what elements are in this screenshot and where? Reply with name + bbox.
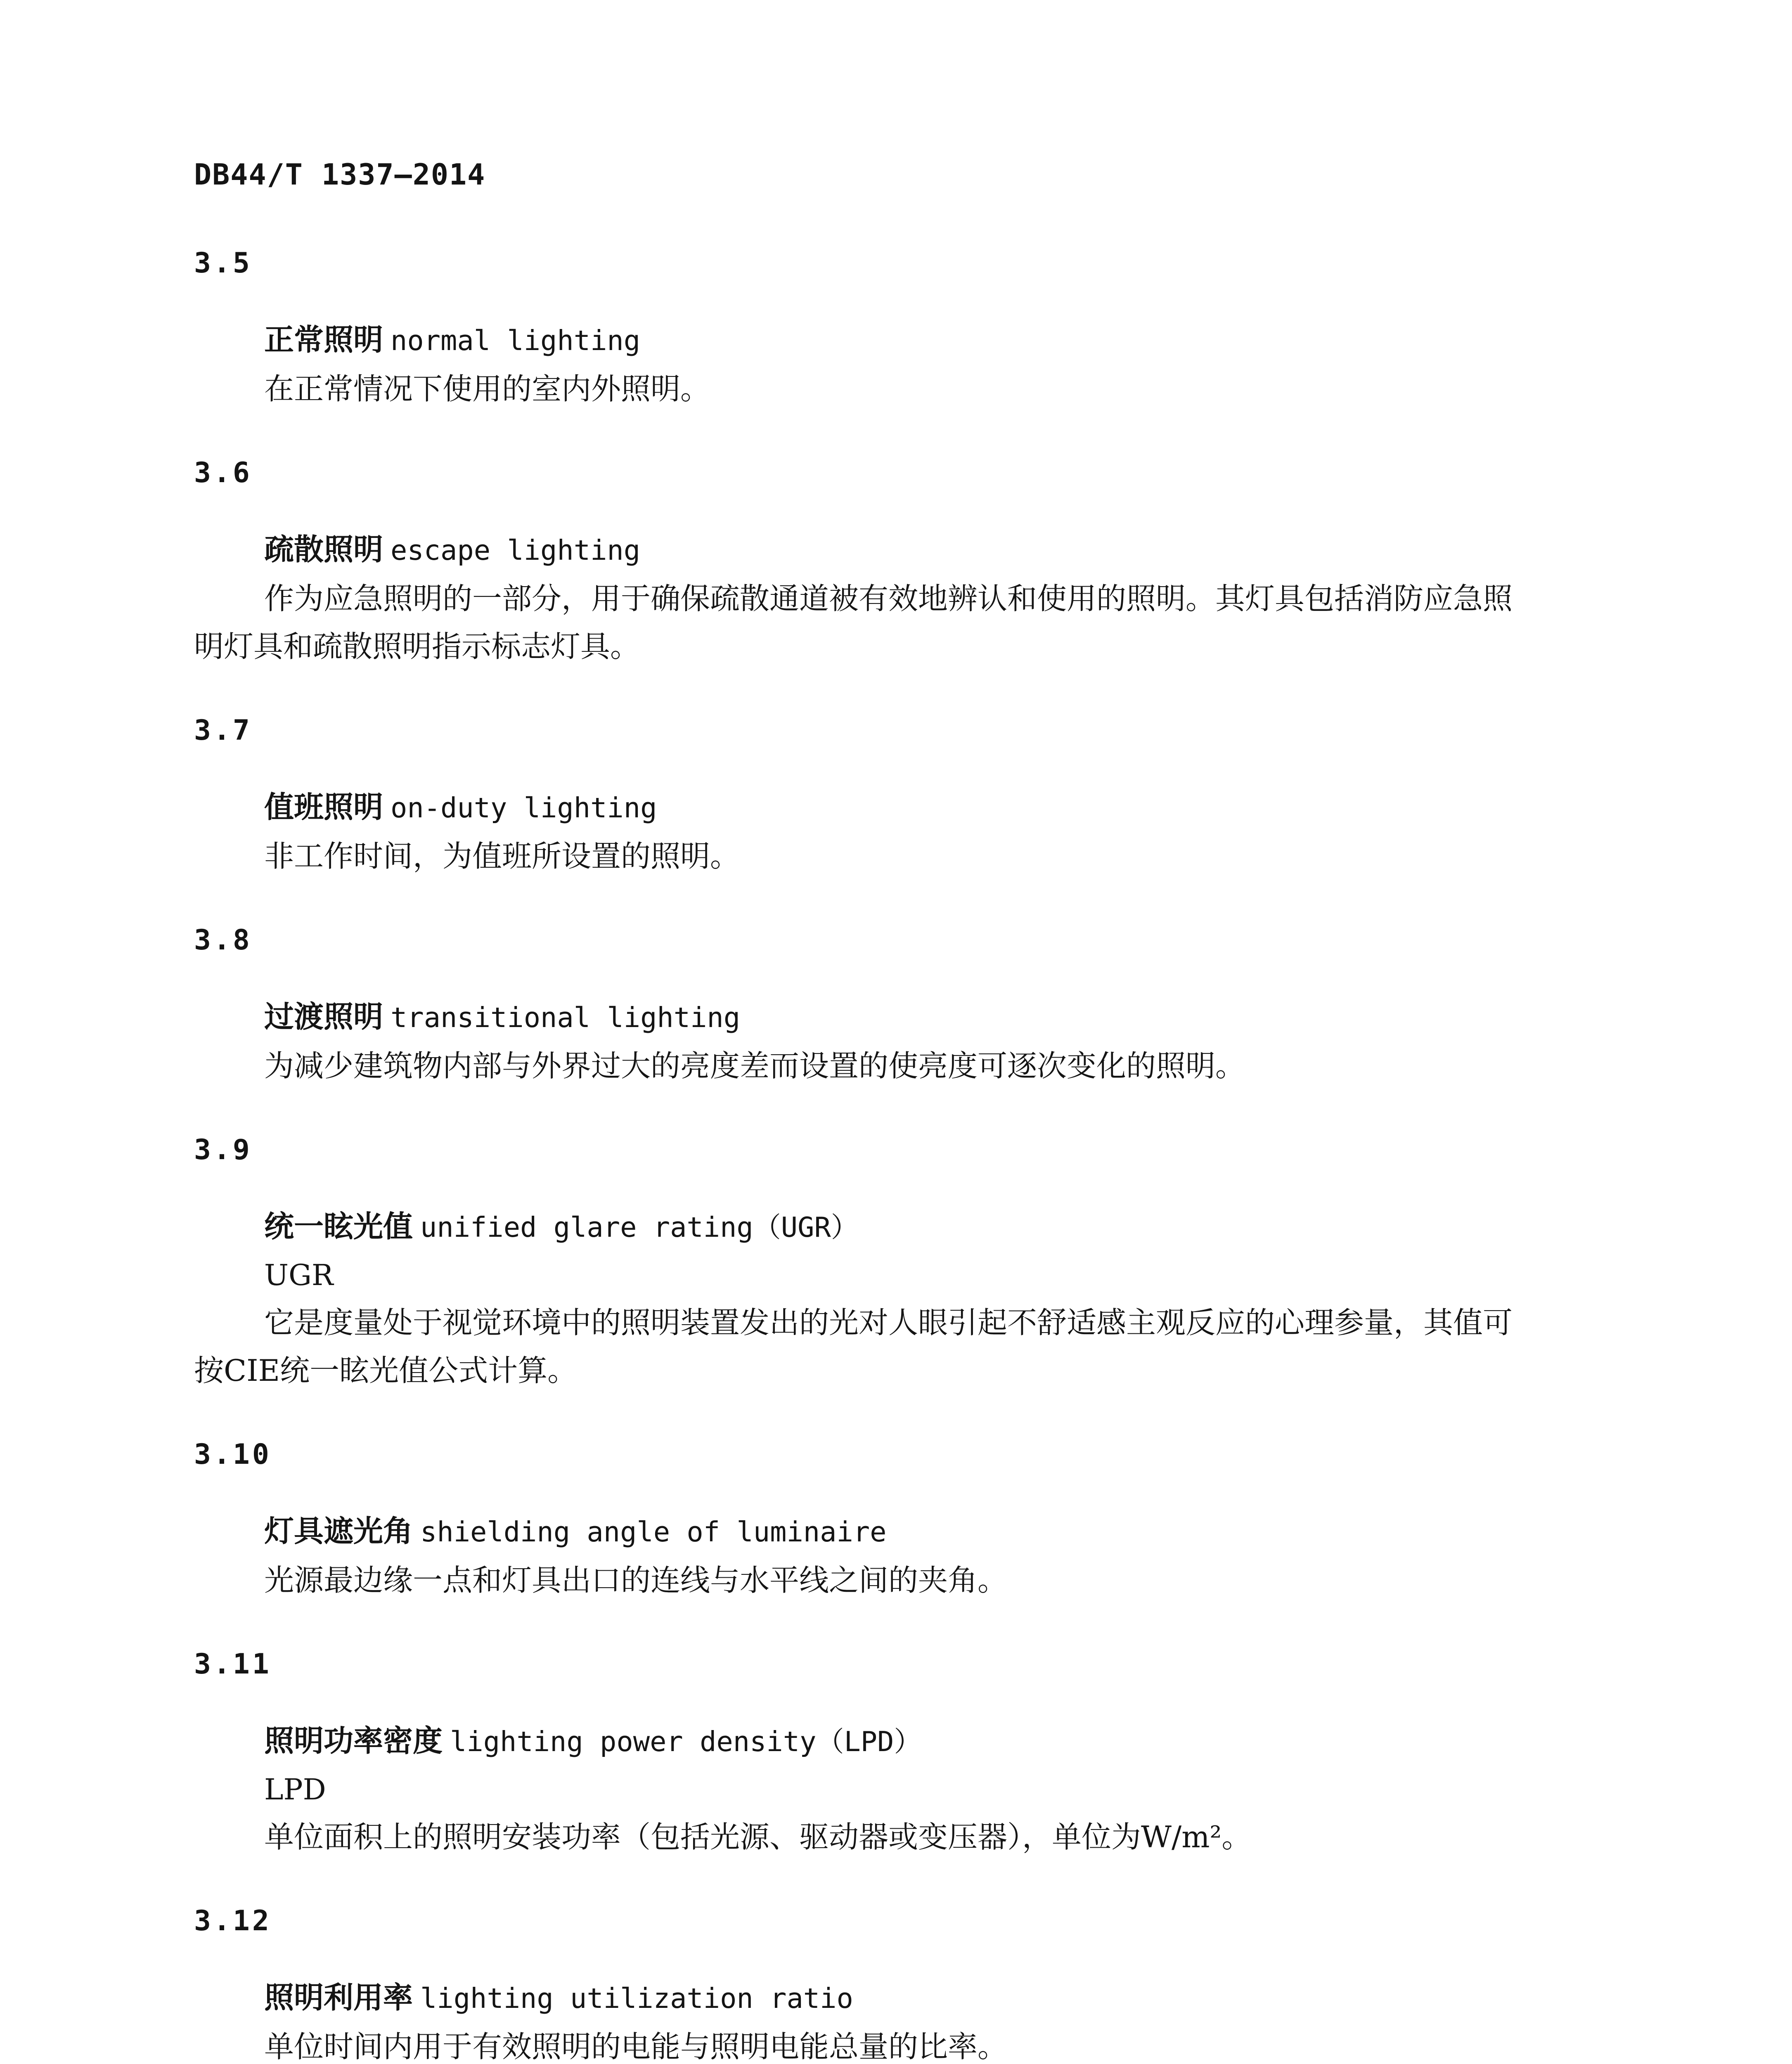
term-body bbox=[194, 1202, 1655, 1394]
term-entry bbox=[194, 711, 1655, 880]
terms-list bbox=[194, 244, 1655, 2064]
clause-number: 3.10 bbox=[194, 1438, 272, 1471]
clause-number: 3.6 bbox=[194, 457, 252, 489]
term-heading bbox=[264, 783, 1655, 832]
term-heading bbox=[264, 1716, 1655, 1766]
term-definition-line: 作为应急照明的一部分，用于确保疏散通道被有效地辨认和使用的照明。其灯具包括消防应急照 bbox=[264, 581, 1513, 616]
term-entry bbox=[194, 1130, 1655, 1394]
term-abbreviation: UGR bbox=[264, 1258, 334, 1292]
clause-number: 3.11 bbox=[194, 1648, 272, 1681]
clause-number: 3.9 bbox=[194, 1134, 252, 1166]
clause-number: 3.8 bbox=[194, 924, 252, 956]
term-abbreviation: LPD bbox=[264, 1773, 326, 1806]
term-heading bbox=[264, 315, 1655, 365]
term-chinese: 灯具遮光角 bbox=[264, 1514, 413, 1548]
term-body bbox=[194, 992, 1655, 1090]
term-definition-line: 它是度量处于视觉环境中的照明装置发出的光对人眼引起不舒适感主观反应的心理参量，其值可 bbox=[264, 1305, 1513, 1340]
term-entry bbox=[194, 1901, 1655, 2064]
term-entry bbox=[194, 244, 1655, 413]
term-english: shielding angle of luminaire bbox=[420, 1516, 887, 1548]
term-english: transitional lighting bbox=[391, 1001, 741, 1034]
term-definition-line: 明灯具和疏散照明指示标志灯具。 bbox=[194, 629, 640, 664]
term-body bbox=[194, 783, 1655, 880]
term-definition: 光源最边缘一点和灯具出口的连线与水平线之间的夹角。 bbox=[264, 1563, 1008, 1598]
term-heading bbox=[264, 992, 1655, 1042]
term-body bbox=[194, 1716, 1655, 1861]
term-chinese: 值班照明 bbox=[264, 790, 383, 824]
term-body bbox=[194, 315, 1655, 413]
clause-number: 3.7 bbox=[194, 714, 252, 747]
term-definition: 单位时间内用于有效照明的电能与照明电能总量的比率。 bbox=[264, 2029, 1008, 2064]
term-definition-line: 按CIE统一眩光值公式计算。 bbox=[194, 1353, 578, 1388]
term-entry bbox=[194, 1645, 1655, 1861]
term-english: lighting utilization ratio bbox=[420, 1982, 853, 2014]
term-definition: 在正常情况下使用的室内外照明。 bbox=[264, 372, 710, 406]
term-chinese: 疏散照明 bbox=[264, 532, 383, 567]
term-definition: 单位面积上的照明安装功率（包括光源、驱动器或变压器），单位为W/m²。 bbox=[264, 1820, 1252, 1854]
standard-code-header: DB44/T 1337—2014 bbox=[194, 158, 486, 192]
term-english: on-duty lighting bbox=[391, 792, 657, 824]
term-english: lighting power density（LPD） bbox=[450, 1726, 922, 1758]
term-english: unified glare rating（UGR） bbox=[420, 1211, 859, 1243]
term-chinese: 照明利用率 bbox=[264, 1980, 413, 2015]
term-body bbox=[194, 1973, 1655, 2064]
term-heading bbox=[264, 1507, 1655, 1556]
clause-number: 3.12 bbox=[194, 1905, 272, 1937]
term-body bbox=[194, 1507, 1655, 1604]
term-chinese: 正常照明 bbox=[264, 322, 383, 357]
term-definition: 为减少建筑物内部与外界过大的亮度差而设置的使亮度可逐次变化的照明。 bbox=[264, 1049, 1245, 1083]
term-english: escape lighting bbox=[391, 534, 641, 566]
term-chinese: 统一眩光值 bbox=[264, 1209, 413, 1244]
term-heading bbox=[264, 525, 1655, 575]
term-definition: 非工作时间，为值班所设置的照明。 bbox=[264, 839, 740, 873]
term-english: normal lighting bbox=[391, 324, 641, 357]
term-heading bbox=[264, 1202, 1655, 1252]
term-heading bbox=[264, 1973, 1655, 2023]
term-entry bbox=[194, 453, 1655, 670]
term-entry bbox=[194, 1435, 1655, 1604]
term-chinese: 照明功率密度 bbox=[264, 1723, 443, 1758]
term-entry bbox=[194, 921, 1655, 1090]
clause-number: 3.5 bbox=[194, 247, 252, 279]
term-body bbox=[194, 525, 1655, 670]
term-chinese: 过渡照明 bbox=[264, 999, 383, 1034]
